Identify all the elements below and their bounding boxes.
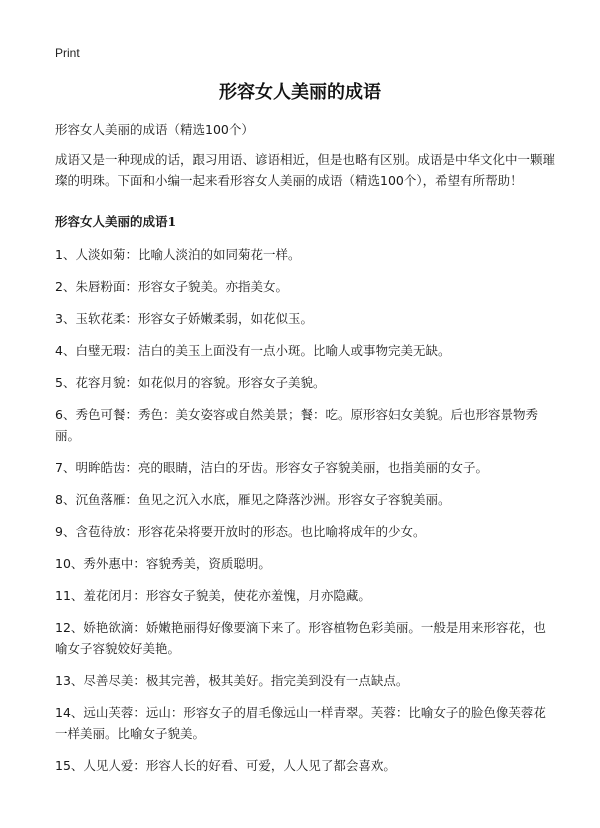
list-item: 11、羞花闭月：形容女子貌美，使花亦羞愧，月亦隐藏。 <box>55 588 371 603</box>
list-item: 6、秀色可餐：秀色：美女姿容或自然美景；餐：吃。原形容妇女美貌。后也形容景物秀丽。 <box>55 407 538 443</box>
list-item: 9、含苞待放：形容花朵将要开放时的形态。也比喻将成年的少女。 <box>55 524 426 539</box>
list-item: 15、人见人爱：形容人长的好看、可爱，人人见了都会喜欢。 <box>55 758 396 773</box>
list-item: 14、远山芙蓉：远山：形容女子的眉毛像远山一样青翠。芙蓉：比喻女子的脸色像芙蓉花一样美丽。比喻女子貌美。 <box>55 705 546 741</box>
section-heading: 形容女人美丽的成语1 <box>55 214 177 229</box>
document-subtitle: 形容女人美丽的成语（精选100个） <box>55 122 254 137</box>
list-item: 3、玉软花柔：形容女子娇嫩柔弱，如花似玉。 <box>55 311 313 326</box>
list-item: 2、朱唇粉面：形容女子貌美。亦指美女。 <box>55 279 288 294</box>
list-item: 1、人淡如菊：比喻人淡泊的如同菊花一样。 <box>55 247 301 262</box>
print-link[interactable]: Print <box>55 46 80 60</box>
list-item: 12、娇艳欲滴：娇嫩艳丽得好像要滴下来了。形容植物色彩美丽。一般是用来形容花，也喻女子容貌姣好美艳。 <box>55 620 546 656</box>
intro-paragraph: 成语又是一种现成的话，跟习用语、谚语相近，但是也略有区别。成语是中华文化中一颗璀璨的明珠。下面和小编一起来看形容女人美丽的成语（精选100个），希望有所帮助！ <box>55 152 556 188</box>
list-item: 13、尽善尽美：极其完善，极其美好。指完美到没有一点缺点。 <box>55 673 409 688</box>
list-item: 8、沉鱼落雁：鱼见之沉入水底，雁见之降落沙洲。形容女子容貌美丽。 <box>55 492 451 507</box>
idiom-list <box>55 244 555 787</box>
list-item: 4、白璧无瑕：洁白的美玉上面没有一点小斑。比喻人或事物完美无缺。 <box>55 343 451 358</box>
list-item: 7、明眸皓齿：亮的眼睛，洁白的牙齿。形容女子容貌美丽，也指美丽的女子。 <box>55 460 488 475</box>
page-title: 形容女人美丽的成语 <box>219 82 381 103</box>
list-item: 5、花容月貌：如花似月的容貌。形容女子美貌。 <box>55 375 326 390</box>
list-item: 10、秀外惠中：容貌秀美，资质聪明。 <box>55 556 271 571</box>
